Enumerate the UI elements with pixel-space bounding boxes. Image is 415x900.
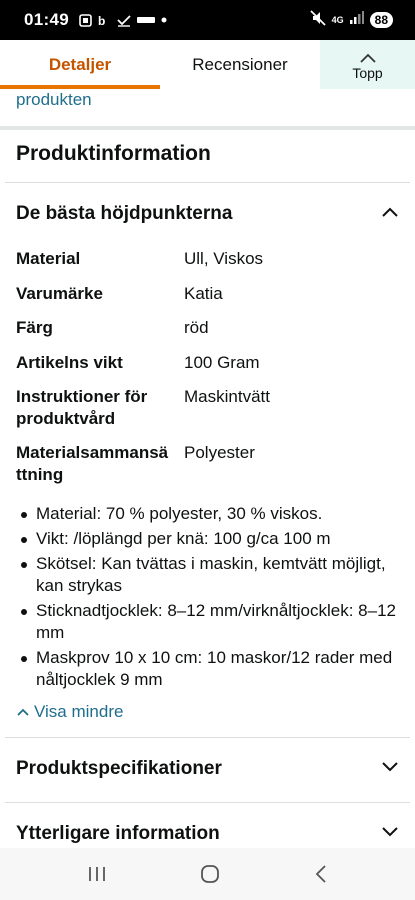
chevron-up-icon [359, 53, 377, 63]
back-to-top-label: Topp [352, 64, 383, 81]
section-divider [0, 126, 415, 130]
attribute-value: Maskintvätt [184, 387, 270, 406]
home-button[interactable] [200, 864, 220, 884]
network-label: 4G [331, 14, 344, 25]
status-bar [0, 0, 415, 40]
tab-details[interactable]: Detaljer [0, 40, 160, 89]
attribute-value: Polyester [184, 443, 255, 462]
screenshot-icon [79, 14, 92, 27]
divider [5, 182, 410, 183]
list-item: Sticknadtjocklek: 8–12 mm/virknåltjocklek: 8–12 mm [16, 600, 406, 644]
notification-icons [79, 14, 167, 27]
attribute-value: Ull, Viskos [184, 249, 264, 268]
recent-apps-button[interactable] [87, 865, 107, 883]
attribute-value: röd [184, 318, 209, 337]
attribute-key: Instruktioner för produktvård [16, 387, 148, 428]
divider [5, 802, 410, 803]
attribute-key: Artikelns vikt [16, 353, 123, 372]
list-item: Maskprov 10 x 10 cm: 10 maskor/12 rader med nåltjocklek 9 mm [16, 647, 406, 691]
list-item: Vikt: /löplängd per knä: 100 g/ca 100 m [16, 528, 406, 550]
product-info-title: Produktinformation [16, 142, 211, 165]
previous-section-link[interactable]: produkten [16, 90, 92, 109]
list-item: Material: 70 % polyester, 30 % viskos. [16, 503, 406, 525]
attribute-key: Färg [16, 318, 53, 337]
status-right [310, 10, 393, 31]
app-icon [98, 14, 111, 27]
tab-reviews[interactable]: Recensioner [192, 54, 288, 74]
show-less-label: Visa mindre [34, 702, 124, 721]
back-to-top-button[interactable] [320, 40, 415, 89]
checkmark-icon [117, 14, 131, 27]
chevron-up-icon [16, 707, 30, 717]
attribute-key: Varumärke [16, 284, 103, 303]
attribute-key: Materialsammansättning [16, 443, 169, 484]
additional-info-title: Ytterligare information [16, 823, 220, 844]
news-icon [137, 15, 155, 25]
tab-bar [0, 40, 415, 89]
chevron-down-icon [379, 760, 401, 774]
status-time: 01:49 [24, 10, 69, 29]
svg-text:b: b [97, 13, 106, 27]
chevron-up-icon [379, 205, 401, 219]
dot-icon [161, 17, 167, 23]
list-item: Skötsel: Kan tvättas i maskin, kemtvätt möjligt, kan strykas [16, 553, 406, 597]
specifications-title: Produktspecifikationer [16, 758, 222, 779]
attribute-value: 100 Gram [184, 353, 260, 372]
signal-icon [350, 11, 364, 29]
back-button[interactable] [314, 864, 328, 884]
divider [5, 737, 410, 738]
attribute-value: Katia [184, 284, 223, 303]
attribute-key: Material [16, 249, 81, 268]
system-nav-bar [0, 848, 415, 900]
battery-indicator: 88 [370, 12, 393, 28]
highlights-title: De bästa höjdpunkterna [16, 203, 233, 224]
chevron-down-icon [379, 825, 401, 839]
show-less-link[interactable] [16, 702, 123, 722]
feature-bullet-list [16, 503, 406, 694]
mute-icon [310, 10, 326, 31]
